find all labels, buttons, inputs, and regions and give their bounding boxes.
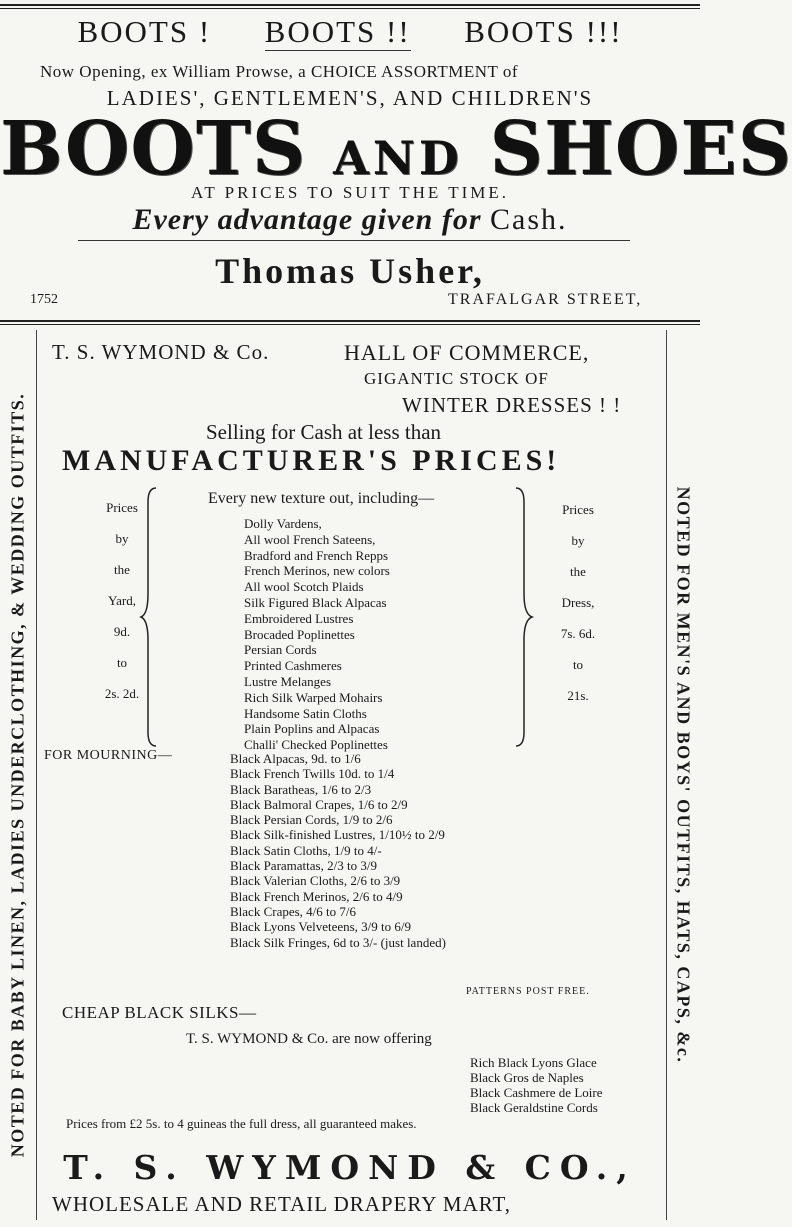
- fabric-item: Silk Figured Black Alpacas: [244, 594, 387, 610]
- advantage-cash: Cash.: [490, 203, 568, 236]
- firm-name-large: T. S. WYMOND & CO.,: [63, 1148, 637, 1187]
- ad-number: 1752: [30, 292, 58, 307]
- right-price-row: 7s. 6d.: [560, 626, 596, 641]
- advantage-line: [0, 203, 700, 237]
- left-frame-line: [36, 330, 37, 1220]
- right-price-row: the: [570, 564, 586, 579]
- big-word-and: AND: [333, 131, 463, 185]
- manufacturers-prices: MANUFACTURER'S PRICES!: [62, 444, 561, 477]
- mourning-item: Black Satin Cloths, 1/9 to 4/-: [230, 842, 382, 858]
- right-price-row: Dress,: [561, 595, 595, 610]
- fabric-item: Challi' Checked Poplinettes: [244, 737, 388, 753]
- side-left-text: NOTED FOR BABY LINEN, LADIES UNDERCLOTHING, & WEDDING OUTFITS.: [7, 392, 28, 1158]
- fabric-item: Rich Silk Warped Mohairs: [244, 689, 383, 705]
- top-border-rule: [0, 4, 700, 6]
- firm-heading: T. S. WYMOND & Co.: [52, 340, 270, 364]
- fabric-item: Brocaded Poplinettes: [244, 626, 355, 642]
- mourning-item: Black Silk-finished Lustres, 1/10½ to 2/9: [230, 827, 445, 843]
- street-address: TRAFALGAR STREET,: [448, 291, 643, 308]
- prices-from-line: Prices from £2 5s. to 4 guineas the full dress, all guaranteed makes.: [66, 1116, 417, 1131]
- fabric-item: Lustre Melanges: [244, 673, 332, 689]
- gigantic-stock: GIGANTIC STOCK OF: [364, 369, 549, 388]
- silk-item: Black Cashmere de Loire: [470, 1085, 603, 1100]
- fabric-item: Bradford and French Repps: [244, 547, 389, 563]
- fabric-item: Persian Cords: [244, 642, 317, 658]
- left-price-row: Prices: [106, 500, 138, 515]
- silk-item: Rich Black Lyons Glace: [470, 1055, 597, 1070]
- fabric-item: Dolly Vardens,: [244, 516, 322, 531]
- mourning-item: Black Balmoral Crapes, 1/6 to 2/9: [230, 796, 408, 812]
- fabric-item: Plain Poplins and Alpacas: [244, 721, 380, 737]
- silk-item: Black Gros de Naples: [470, 1070, 584, 1085]
- advantage-underline: [78, 240, 630, 241]
- mourning-item: Black French Merinos, 2/6 to 4/9: [230, 888, 403, 904]
- offering-line: T. S. WYMOND & Co. are now offering: [186, 1031, 432, 1047]
- winter-dresses: WINTER DRESSES ! !: [402, 393, 622, 417]
- fabric-item: Embroidered Lustres: [244, 610, 354, 626]
- right-price-row: to: [572, 657, 584, 672]
- mourning-item: Black Crapes, 4/6 to 7/6: [230, 903, 357, 919]
- ad-divider: [0, 320, 700, 322]
- side-right-banner: [668, 330, 698, 1220]
- boots-1: BOOTS !: [77, 14, 212, 49]
- silk-list: [470, 1055, 602, 1115]
- left-price-row: 9d.: [113, 624, 131, 639]
- fabric-item: Printed Cashmeres: [244, 658, 342, 674]
- mourning-item: Black Valerian Cloths, 2/6 to 3/9: [230, 873, 401, 889]
- right-price-row: Prices: [562, 502, 594, 517]
- side-left-banner: [5, 330, 31, 1220]
- side-right-text: NOTED FOR MEN'S AND BOYS' OUTFITS, HATS, CAPS, &c.: [673, 486, 694, 1064]
- right-brace: [512, 482, 536, 752]
- boots-3: BOOTS !!!: [464, 14, 623, 49]
- mourning-item: Black Alpacas, 9d. to 1/6: [230, 751, 361, 766]
- boots-headline: [0, 14, 700, 51]
- fabric-item: Handsome Satin Cloths: [244, 705, 367, 721]
- top-border-rule-thin: [0, 8, 700, 9]
- mourning-label: FOR MOURNING—: [44, 748, 173, 763]
- every-texture-line: Every new texture out, including—: [208, 490, 435, 507]
- opening-line: Now Opening, ex William Prowse, a CHOICE ASSORTMENT of: [40, 62, 518, 81]
- big-word-shoes: SHOES: [489, 106, 792, 192]
- patterns-post-free: PATTERNS POST FREE.: [466, 986, 590, 997]
- prices-line: AT PRICES TO SUIT THE TIME.: [190, 183, 510, 202]
- right-price-row: 21s.: [567, 688, 589, 703]
- mourning-list: [230, 751, 446, 950]
- selling-line: Selling for Cash at less than: [206, 420, 442, 444]
- right-price-row: by: [571, 533, 585, 548]
- left-price-row: by: [115, 531, 129, 546]
- mourning-item: Black French Twills 10d. to 1/4: [230, 766, 395, 782]
- merchant-name: Thomas Usher,: [215, 251, 485, 291]
- mourning-item: Black Baratheas, 1/6 to 2/3: [230, 781, 372, 797]
- mourning-item: Black Lyons Velveteens, 3/9 to 6/9: [230, 919, 412, 935]
- fabric-item: French Merinos, new colors: [244, 563, 390, 579]
- ladies-line: LADIES', GENTLEMEN'S, AND CHILDREN'S: [106, 86, 594, 110]
- silk-item: Black Geraldstine Cords: [470, 1100, 598, 1115]
- right-price-column: [548, 499, 608, 716]
- left-brace: [138, 482, 162, 752]
- mourning-item: Black Silk Fringes, 6d to 3/- (just landed): [230, 934, 446, 950]
- fabric-list: [244, 516, 390, 753]
- big-word-boots: BOOTS: [0, 106, 307, 192]
- mourning-item: Black Paramattas, 2/3 to 3/9: [230, 858, 377, 874]
- mourning-item: Black Persian Cords, 1/9 to 2/6: [230, 812, 393, 828]
- advantage-text: Every advantage given for: [132, 203, 482, 236]
- left-price-row: 2s. 2d.: [104, 686, 140, 701]
- fabric-item: All wool French Sateens,: [244, 531, 376, 547]
- right-frame-line: [666, 330, 667, 1220]
- cheap-black-silks-label: CHEAP BLACK SILKS—: [62, 1003, 257, 1022]
- fabric-item: All wool Scotch Plaids: [244, 579, 364, 595]
- left-price-row: the: [114, 562, 130, 577]
- left-price-row: to: [116, 655, 128, 670]
- left-price-row: Yard,: [108, 593, 136, 608]
- ad-divider-thin: [0, 324, 700, 325]
- hall-of-commerce: HALL OF COMMERCE,: [344, 340, 590, 365]
- drapery-mart-line: WHOLESALE AND RETAIL DRAPERY MART,: [52, 1192, 512, 1216]
- boots-2: BOOTS !!: [264, 14, 411, 49]
